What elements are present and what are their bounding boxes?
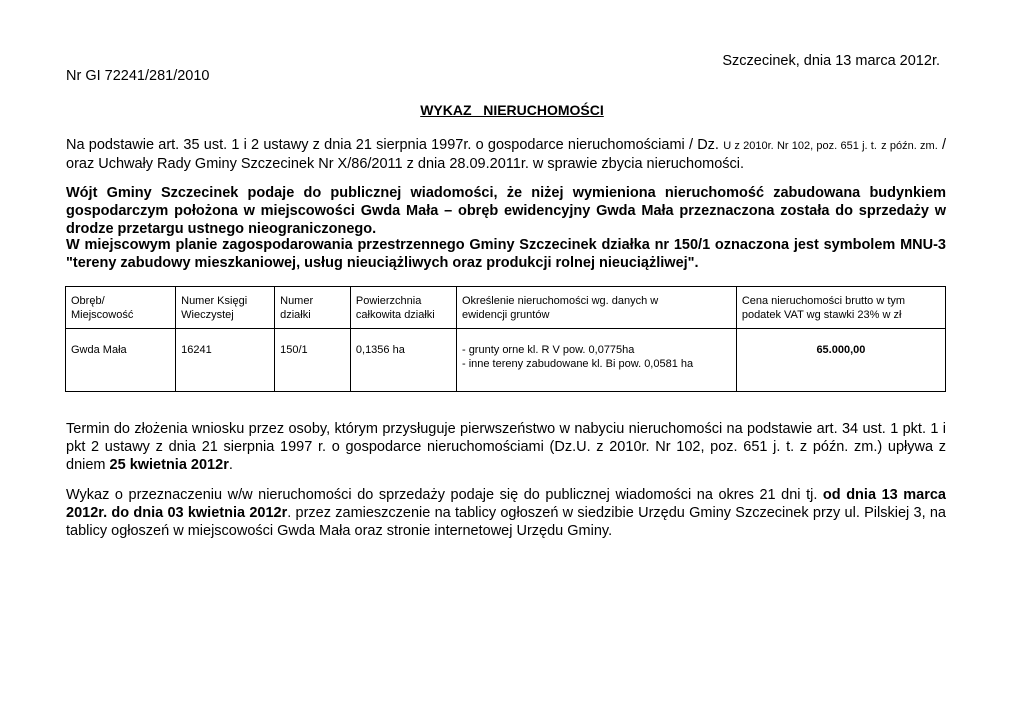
- land-use-item: - inne tereny zabudowane kl. Bi pow. 0,0581 ha: [461, 358, 694, 370]
- table-row: [66, 329, 946, 392]
- cell-land-use: [456, 329, 736, 392]
- reference-number: Nr GI 72241/281/2010: [66, 68, 210, 84]
- exhibit-text: Wykaz o przeznaczeniu w/w nieruchomości do sprzedaży podaje się do publicznej wiadomości na okres 21 dni tj.: [66, 487, 823, 503]
- cell-price: 65.000,00: [736, 329, 945, 392]
- cell-locality: Gwda Mała: [66, 329, 176, 392]
- city-date: Szczecinek, dnia 13 marca 2012r.: [722, 53, 940, 69]
- deadline-date: 25 kwietnia 2012r: [109, 457, 229, 473]
- header-land-use: Określenie nieruchomości wg. danych w ewidencji gruntów: [456, 287, 736, 329]
- header-plot-number: Numer działki: [275, 287, 351, 329]
- deadline-end: .: [228, 457, 233, 473]
- deadline-text: Termin do złożenia wniosku przez osoby, którym przysługuje pierwszeństwo w nabyciu nieruchomości na podstawie art. 34 ust. 1 pkt. 1 i pkt 2 ustawy z dnia 21 sierpnia 1997 r. o gospodarce nieruchomościami (Dz.U. z 2010r. Nr 102, poz. 651 j. t. z późn. zm.) upływa z dniem: [66, 421, 946, 473]
- cell-land-register: 16241: [176, 329, 275, 392]
- property-table: [65, 286, 946, 392]
- header-price: Cena nieruchomości brutto w tym podatek VAT wg stawki 23% w zł: [736, 287, 945, 329]
- land-use-item: - grunty orne kl. R V pow. 0,0775ha: [461, 344, 635, 356]
- deadline-paragraph: [66, 420, 946, 474]
- header-land-register: Numer Księgi Wieczystej: [176, 287, 275, 329]
- legal-basis-citation: U z 2010r. Nr 102, poz. 651 j. t.: [723, 140, 877, 152]
- cell-plot-number: 150/1: [275, 329, 351, 392]
- header-locality: Obręb/ Miejscowość: [66, 287, 176, 329]
- legal-basis-paragraph: [66, 136, 946, 173]
- exhibit-paragraph: [66, 486, 946, 540]
- legal-basis-resolution: / oraz Uchwały Rady Gminy Szczecinek Nr X/86/2011 z dnia 28.09.2011r. w sprawie zbycia nieruchomości.: [66, 137, 947, 172]
- zoning-plan-paragraph: W miejscowym planie zagospodarowania przestrzennego Gminy Szczecinek działka nr 150/1 oznaczona jest symbolem MNU-3 "tereny zabudowy mieszkaniowej, usług nieuciążliwych oraz produkcji rolnej nieuciążliwej".: [66, 237, 946, 271]
- exhibit-text-end: . przez zamieszczenie na tablicy ogłoszeń w siedzibie Urzędu Gminy Szczecinek przy ul. Pilskiej 3, na tablicy ogłoszeń w miejscowości Gwda Mała oraz stronie internetowej Urzędu Gminy.: [66, 505, 946, 539]
- header-area: Powierzchnia całkowita działki: [350, 287, 456, 329]
- legal-basis-text: Na podstawie art. 35 ust. 1 i 2 ustawy z dnia 21 sierpnia 1997r. o gospodarce nieruchomościami / Dz.: [66, 137, 719, 153]
- table-header-row: [66, 287, 946, 329]
- legal-basis-amendments: z późn. zm.: [881, 140, 938, 152]
- exhibit-period: od dnia 13 marca 2012r. do dnia 03 kwietnia 2012r: [66, 487, 946, 521]
- cell-area: 0,1356 ha: [350, 329, 456, 392]
- document-title: WYKAZ NIERUCHOMOŚCI: [420, 102, 604, 118]
- announcement-paragraph: Wójt Gminy Szczecinek podaje do publicznej wiadomości, że niżej wymieniona nieruchomość zabudowana budynkiem gospodarczym położona w miejscowości Gwda Mała – obręb ewidencyjny Gwda Mała przeznaczona została do sprzedaży w drodze przetargu ustnego nieograniczonego.: [66, 185, 946, 237]
